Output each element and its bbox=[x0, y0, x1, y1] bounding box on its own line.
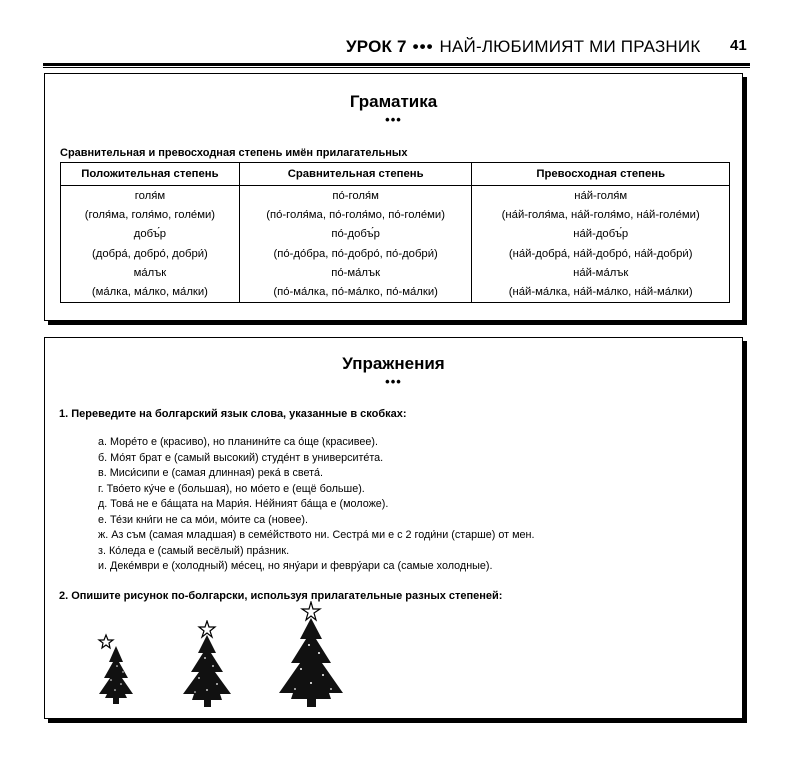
exercise-1-items bbox=[98, 435, 535, 575]
table-cell: (по́-ма́лка, по́-ма́лко, по́-ма́лки) bbox=[239, 282, 472, 302]
table-cell: (на́й-добра́, на́й-добро́, на́й-добри́) bbox=[472, 244, 730, 263]
grammar-dots: ••• bbox=[385, 112, 402, 127]
table-cell: (по́-до́бра, по́-добро́, по́-добри́) bbox=[239, 244, 472, 263]
table-cell: (добра́, добро́, добри́) bbox=[61, 244, 240, 263]
table-cell: добъ́р bbox=[61, 225, 240, 244]
table-row bbox=[61, 282, 730, 302]
table-cell: на́й-добъ́р bbox=[472, 225, 730, 244]
exercise-item: и. Деке́мври е (холодный) ме́сец, но яну́ари и февру́ари са (самые холодные). bbox=[98, 560, 493, 572]
table-cell: на́й-голя́м bbox=[472, 186, 730, 206]
exercise-item: б. Мо́ят брат е (самый высокий) студе́нт в университе́та. bbox=[98, 451, 384, 464]
exercise-item: з. Ко́леда е (самый весёлый) пра́зник. bbox=[98, 544, 290, 557]
exercises-box bbox=[44, 337, 743, 719]
table-row bbox=[61, 186, 730, 206]
table-cell: ма́лък bbox=[61, 263, 240, 282]
grammar-subtitle: Сравнительная и превосходная степень имён прилагательных bbox=[60, 147, 408, 159]
medium-christmas-tree-icon bbox=[175, 620, 240, 712]
exercise-2-prompt: 2. Опишите рисунок по-болгарски, используя прилагательные разных степеней: bbox=[59, 590, 503, 602]
table-row bbox=[61, 263, 730, 282]
table-cell: по́-добъ́р bbox=[239, 225, 472, 244]
header-separator: ••• bbox=[412, 37, 434, 56]
exercise-item: д. Това́ не е ба́щата на Мари́я. Не́йният ба́ща е (моложе). bbox=[98, 498, 389, 510]
exercise-1-prompt: 1. Переведите на болгарский язык слова, указанные в скобках: bbox=[59, 408, 407, 420]
small-christmas-tree-icon bbox=[93, 632, 143, 708]
grammar-title: Граматика bbox=[349, 92, 438, 111]
page-number: 41 bbox=[730, 37, 747, 54]
exercise-item: г. Тво́ето ку́че е (большая), но мо́ето е (ещё больше). bbox=[98, 482, 365, 495]
page-header bbox=[0, 0, 800, 70]
table-row bbox=[61, 225, 730, 244]
header-rule-thin bbox=[43, 67, 750, 68]
table-cell: (на́й-ма́лка, на́й-ма́лко, на́й-ма́лки) bbox=[472, 282, 730, 302]
large-christmas-tree-icon bbox=[271, 601, 351, 713]
header-rule bbox=[43, 63, 750, 66]
lesson-title: НАЙ-ЛЮБИМИЯТ МИ ПРАЗНИК bbox=[439, 37, 701, 56]
column-header-positive: Положительная степень bbox=[61, 163, 240, 186]
table-cell: по́-ма́лък bbox=[239, 263, 472, 282]
exercises-title: Упражнения bbox=[342, 354, 445, 373]
exercise-item: в. Миси́сипи е (самая длинная) река́ в света́. bbox=[98, 467, 323, 479]
grammar-box bbox=[44, 73, 743, 321]
column-header-comparative: Сравнительная степень bbox=[239, 163, 472, 186]
exercises-dots: ••• bbox=[385, 374, 402, 389]
exercise-item: а. Море́то е (красиво), но планини́те са о́ще (красивее). bbox=[98, 436, 379, 448]
grammar-table bbox=[60, 162, 730, 303]
table-cell: (ма́лка, ма́лко, ма́лки) bbox=[61, 282, 240, 302]
lesson-heading bbox=[346, 37, 700, 57]
table-cell: (по́-голя́ма, по́-голя́мо, по́-голе́ми) bbox=[239, 205, 472, 224]
table-cell: по́-голя́м bbox=[239, 186, 472, 206]
table-cell: на́й-ма́лък bbox=[472, 263, 730, 282]
table-cell: (голя́ма, голя́мо, голе́ми) bbox=[61, 205, 240, 224]
table-row bbox=[61, 244, 730, 263]
lesson-number: УРОК 7 bbox=[346, 37, 407, 56]
table-cell: (на́й-голя́ма, на́й-голя́мо, на́й-голе́ми) bbox=[472, 205, 730, 224]
column-header-superlative: Превосходная степень bbox=[472, 163, 730, 186]
exercise-item: е. Те́зи кни́ги не са мо́и, мо́ите са (новее). bbox=[98, 513, 308, 526]
exercise-item: ж. Аз съм (самая младшая) в семе́йството ни. Сестра́ ми е с 2 годи́ни (старше) от мен. bbox=[98, 529, 535, 541]
table-row bbox=[61, 205, 730, 224]
table-cell: голя́м bbox=[61, 186, 240, 206]
